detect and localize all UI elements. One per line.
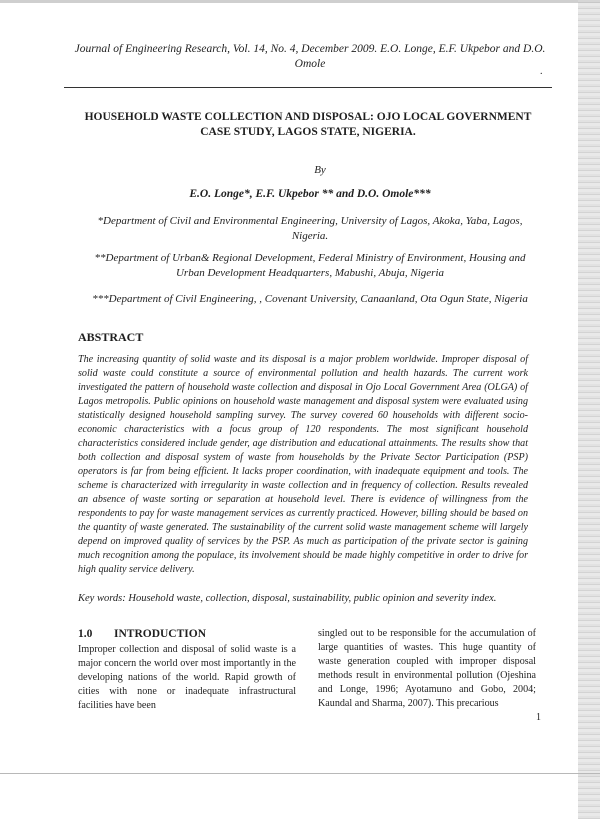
affiliation-1: *Department of Civil and Environmental Engineering, University of Lagos, Akoka, Yaba, Lagos, Nigeria. xyxy=(97,215,523,242)
abstract-body: The increasing quantity of solid waste and its disposal is a major problem worldwide. Improper disposal of solid waste could constitute a source of environmental pollution and health hazards. The current work investigated the pattern of household waste collection and disposal in Ojo Local Government Area (OLGA) of Lagos metropolis. Public opinions on household waste management and disposal system were evaluated using statistically designed household sampling survey. The survey covered 60 households with different socio-economic characteristics with a focus group of 120 respondents. The most significant household characteristics considered include gender, age distribution and educational attainments. The results show that both collection and disposal system of waste from households by the Private Sector Participation (PSP) operators is far from being efficient. It lacks proper coordination, with inadequate equipment and tools. The scheme is characterized with irregularity in waste collection and in frequency of collection. Results revealed an absence of waste sorting or separation at household level. There is evidence of willingness from the respondents to pay for waste management services as currently practiced. However, billing should be based on the quantity of waste generated. The sustainability of the current solid waste management scheme will largely depend on improved quality of services by the PSP. As much as participation of the private sector is gaining much recognition among the populace, its involvement should be made highly competitive in order to drive for high quality service delivery. xyxy=(78,354,528,575)
affiliation-2: **Department of Urban& Regional Development, Federal Ministry of Environment, Housing and Urban Development Headquarters, Mabushi, Abuja, Nigeria xyxy=(94,252,526,279)
header-rule xyxy=(64,87,552,88)
keywords: Key words: Household waste, collection, disposal, sustainability, public opinion and severity index. xyxy=(78,593,497,604)
abstract-heading: ABSTRACT xyxy=(78,330,144,344)
scan-right-edge xyxy=(578,0,600,819)
by-label: By xyxy=(314,164,326,176)
paper-title: HOUSEHOLD WASTE COLLECTION AND DISPOSAL: OJO LOCAL GOVERNMENT CASE STUDY, LAGOS STATE, NIGERIA. xyxy=(84,111,532,138)
section-heading-introduction xyxy=(78,628,206,640)
section-title: INTRODUCTION xyxy=(114,628,207,640)
journal-header: Journal of Engineering Research, Vol. 14, No. 4, December 2009. E.O. Longe, E.F. Ukpebor and D.O. Omole xyxy=(74,43,546,70)
scan-bottom-line xyxy=(0,773,600,774)
authors: E.O. Longe*, E.F. Ukpebor ** and D.O. Omole*** xyxy=(189,188,431,200)
header-dot: . xyxy=(540,66,543,77)
affiliation-3: ***Department of Civil Engineering, , Covenant University, Canaanland, Ota Ogun State, Nigeria xyxy=(92,293,528,305)
page-number: 1 xyxy=(536,712,541,723)
section-number: 1.0 xyxy=(78,628,93,640)
scan-top-edge xyxy=(0,0,600,3)
introduction-left-column: Improper collection and disposal of solid waste is a major concern the world over most importantly in the developing nations of the world. Rapid growth of cities with none or inadequate infrastructural facilities have been xyxy=(78,644,296,711)
introduction-right-column: singled out to be responsible for the accumulation of large quantities of wastes. This huge quantity of waste generation coupled with improper disposal methods result in environmental pollution (Ojeshina and Longe, 1996; Ayotamuno and Gobo, 2004; Kaundal and Sharma, 2007). This precarious xyxy=(318,628,536,709)
